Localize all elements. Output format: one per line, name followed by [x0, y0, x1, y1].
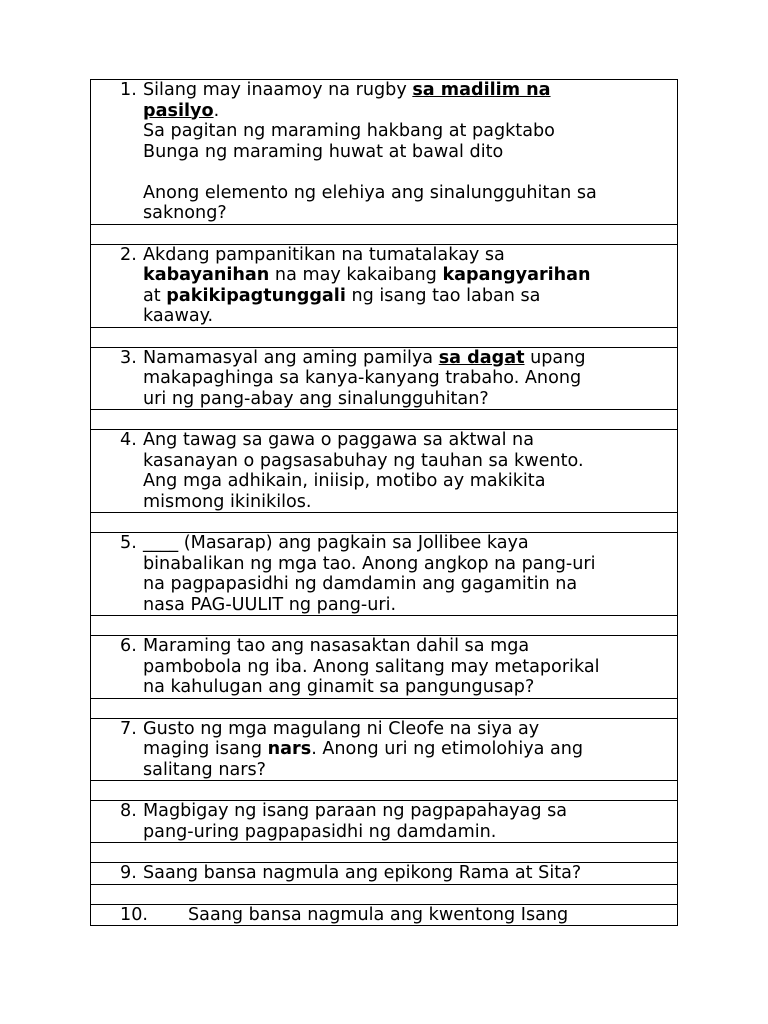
text-run: Maraming tao ang nasasaktan dahil sa mga: [143, 636, 530, 656]
text-run: Gusto ng mga magulang ni Cleofe na siya ay: [143, 718, 540, 739]
text-run: Sa pagitan ng maraming hakbang at pagktabo: [143, 121, 555, 141]
text-run: makapaghinga sa kanya-kanyang trabaho. Anong: [143, 368, 582, 388]
text-run: Silang may inaamoy na rugby: [143, 80, 413, 100]
question-text-line: [143, 657, 671, 678]
text-run: nasa PAG-UULIT ng pang-uri.: [143, 594, 397, 615]
question-text: [143, 636, 677, 698]
quiz-table: [90, 79, 678, 926]
underlined-emphasis-text: sa madilim na: [412, 80, 551, 100]
question-text: [188, 905, 677, 926]
question-text-line: [143, 822, 671, 843]
text-run: upang: [524, 347, 586, 368]
text-run: . Anong uri ng etimolohiya ang: [311, 739, 584, 759]
question-text: [143, 348, 677, 410]
question-cell: [91, 430, 678, 513]
question-row: [91, 636, 678, 699]
question-row: [91, 718, 678, 781]
question-text-line: [143, 162, 671, 183]
question-number: 4.: [120, 430, 137, 450]
answer-row: [91, 843, 678, 863]
underlined-emphasis-text: sa dagat: [438, 347, 525, 368]
text-run: na kahulugan ang ginamit sa pangungusap?: [143, 677, 535, 697]
bold-text: kapangyarihan: [442, 265, 591, 285]
answer-cell: [91, 224, 678, 244]
text-run: Anong elemento ng elehiya ang sinalungguhitan sa: [143, 182, 597, 203]
text-run: pang-uring pagpapasidhi ng damdamin.: [143, 821, 497, 842]
text-run: uri ng pang-abay ang sinalungguhitan?: [143, 388, 489, 409]
question-text: [143, 719, 677, 781]
text-run: Ang tawag sa gawa o paggawa sa aktwal na: [143, 430, 534, 450]
question-cell: [91, 244, 678, 327]
text-run: Namamasyal ang aming pamilya: [143, 347, 439, 368]
text-run: maging isang: [143, 739, 268, 759]
question-text-line: [143, 760, 671, 781]
answer-row: [91, 327, 678, 347]
question-row: [91, 244, 678, 327]
text-run: ____ (Masarap) ang pagkain sa Jollibee kaya: [143, 533, 529, 553]
question-text-line: [143, 554, 671, 575]
underlined-emphasis-text: pasilyo: [143, 100, 214, 121]
text-run: Ang mga adhikain, iniisip, motibo ay makikita: [143, 471, 546, 491]
question-text-line: [143, 636, 671, 657]
question-text-line: [143, 265, 671, 286]
answer-cell: [91, 781, 678, 801]
question-row: [91, 533, 678, 616]
question-cell: [91, 718, 678, 781]
answer-row: [91, 224, 678, 244]
question-row: [91, 347, 678, 410]
question-text-line: [143, 80, 671, 101]
question-cell: [91, 863, 678, 885]
answer-cell: [91, 410, 678, 430]
answer-cell: [91, 616, 678, 636]
question-text-line: [143, 430, 671, 451]
text-run: mismong ikinikilos.: [143, 491, 312, 512]
question-number: 10.: [120, 904, 148, 925]
question-text-line: [143, 471, 671, 492]
question-number: 9.: [120, 863, 137, 883]
question-text-line: [143, 863, 671, 884]
question-number: 8.: [120, 801, 137, 821]
text-run: Saang bansa nagmula ang epikong Rama at Sita?: [143, 863, 582, 883]
question-row: [91, 430, 678, 513]
question-text-line: [143, 801, 671, 822]
question-text: [143, 430, 677, 512]
text-run: pambobola ng iba. Anong salitang may metaporikal: [143, 656, 600, 677]
question-text-line: [143, 183, 671, 204]
text-run: Magbigay ng isang paraan ng pagpapahayag sa: [143, 801, 568, 821]
question-text-line: [143, 121, 671, 142]
answer-cell: [91, 698, 678, 718]
text-run: kasanayan o pagsasabuhay ng tauhan sa kwento.: [143, 450, 584, 471]
question-text-line: [143, 574, 671, 595]
question-text: [143, 863, 677, 884]
question-row: [91, 904, 678, 926]
question-text: [143, 533, 677, 615]
text-run: Saang bansa nagmula ang kwentong Isang: [188, 904, 569, 925]
question-text: [143, 80, 677, 224]
question-text-line: [143, 203, 671, 224]
question-row: [91, 80, 678, 225]
answer-cell: [91, 843, 678, 863]
question-text-line: [143, 677, 671, 698]
answer-cell: [91, 513, 678, 533]
answer-row: [91, 698, 678, 718]
text-run: binabalikan ng mga tao. Anong angkop na pang-uri: [143, 553, 596, 574]
question-cell: [91, 533, 678, 616]
question-text: [143, 245, 677, 327]
bold-text: kabayanihan: [143, 265, 270, 285]
text-run: .: [213, 100, 220, 121]
text-run: na may kakaibang: [269, 265, 443, 285]
question-number: 2.: [120, 244, 137, 265]
answer-row: [91, 781, 678, 801]
question-number: 5.: [120, 533, 137, 553]
question-text-line: [143, 739, 671, 760]
question-text-line: [188, 905, 671, 926]
question-number: 6.: [120, 636, 137, 656]
question-text-line: [143, 286, 671, 307]
text-run: kaaway.: [143, 306, 214, 326]
text-run: saknong?: [143, 203, 227, 223]
question-text: [143, 801, 677, 842]
question-text-line: [143, 451, 671, 472]
question-row: [91, 863, 678, 885]
question-text-line: [143, 368, 671, 389]
bold-text: nars: [267, 739, 312, 759]
answer-cell: [91, 884, 678, 904]
quiz-table-body: [91, 80, 678, 926]
answer-row: [91, 884, 678, 904]
answer-row: [91, 410, 678, 430]
question-number: 3.: [120, 347, 137, 368]
question-text-line: [143, 719, 671, 740]
question-number: 1.: [120, 80, 137, 100]
question-row: [91, 801, 678, 843]
question-cell: [91, 80, 678, 225]
question-text-line: [143, 101, 671, 122]
question-cell: [91, 636, 678, 699]
text-run: Bunga ng maraming huwat at bawal dito: [143, 141, 504, 162]
text-run: ng isang tao laban sa: [345, 285, 541, 306]
bold-text: pakikipagtunggali: [166, 285, 346, 306]
text-run: salitang nars?: [143, 759, 266, 780]
question-cell: [91, 904, 678, 926]
text-run: at: [143, 285, 167, 306]
question-text-line: [143, 348, 671, 369]
question-text-line: [143, 533, 671, 554]
question-text-line: [143, 389, 671, 410]
question-text-line: [143, 492, 671, 513]
question-cell: [91, 347, 678, 410]
answer-cell: [91, 327, 678, 347]
question-text-line: [143, 306, 671, 327]
question-text-line: [143, 245, 671, 266]
question-number: 7.: [120, 718, 137, 739]
text-run: Akdang pampanitikan na tumatalakay sa: [143, 244, 505, 265]
question-cell: [91, 801, 678, 843]
question-text-line: [143, 142, 671, 163]
answer-row: [91, 616, 678, 636]
question-text-line: [143, 595, 671, 616]
answer-row: [91, 513, 678, 533]
text-run: na pagpapasidhi ng damdamin ang gagamitin na: [143, 574, 578, 594]
